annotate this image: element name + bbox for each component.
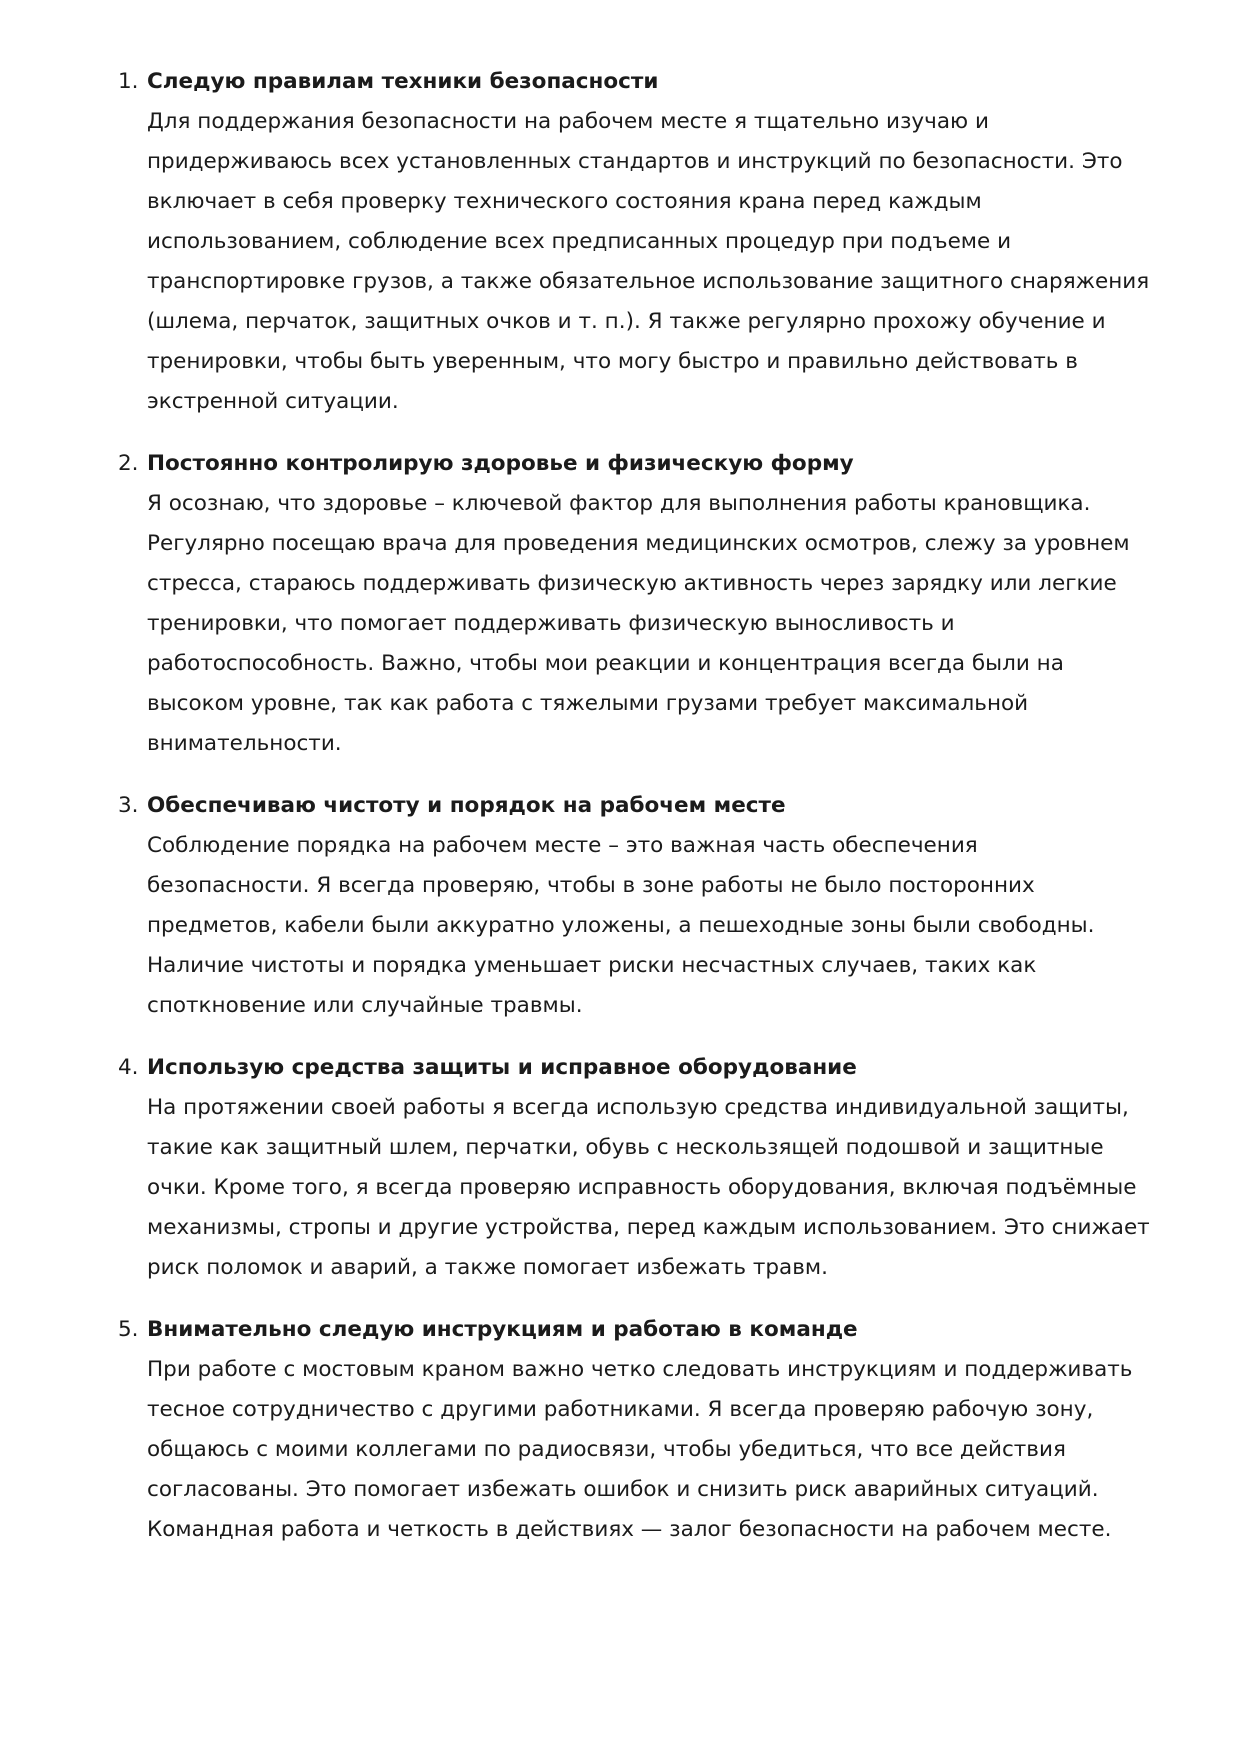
body-line: включает в себя проверку технического состояния крана перед каждым bbox=[147, 189, 982, 214]
item-body bbox=[147, 484, 1168, 764]
body-line: согласованы. Это помогает избежать ошибок и снизить риск аварийных ситуаций. bbox=[147, 1477, 1099, 1502]
body-line: Наличие чистоты и порядка уменьшает риски несчастных случаев, таких как bbox=[147, 953, 1037, 978]
body-line: Для поддержания безопасности на рабочем месте я тщательно изучаю и bbox=[147, 109, 989, 134]
body-line: безопасности. Я всегда проверяю, чтобы в зоне работы не было посторонних bbox=[147, 873, 1035, 898]
body-line: работоспособность. Важно, чтобы мои реакции и концентрация всегда были на bbox=[147, 651, 1064, 676]
body-line: общаюсь с моими коллегами по радиосвязи, чтобы убедиться, что все действия bbox=[147, 1437, 1066, 1462]
body-line: внимательности. bbox=[147, 731, 342, 756]
body-line: такие как защитный шлем, перчатки, обувь с нескользящей подошвой и защитные bbox=[147, 1135, 1104, 1160]
item-title: Следую правилам техники безопасности bbox=[147, 69, 659, 94]
body-line: тренировки, что помогает поддерживать физическую выносливость и bbox=[147, 611, 955, 636]
body-line: споткновение или случайные травмы. bbox=[147, 993, 583, 1018]
body-line: предметов, кабели были аккуратно уложены, а пешеходные зоны были свободны. bbox=[147, 913, 1095, 938]
list-item bbox=[118, 444, 1168, 764]
body-line: использованием, соблюдение всех предписанных процедур при подъеме и bbox=[147, 229, 1012, 254]
body-line: высоком уровне, так как работа с тяжелыми грузами требует максимальной bbox=[147, 691, 1029, 716]
body-line: Соблюдение порядка на рабочем месте – это важная часть обеспечения bbox=[147, 833, 978, 858]
item-title: Обеспечиваю чистоту и порядок на рабочем месте bbox=[147, 793, 786, 818]
body-line: тесное сотрудничество с другими работниками. Я всегда проверяю рабочую зону, bbox=[147, 1397, 1094, 1422]
item-body bbox=[147, 102, 1168, 422]
body-line: На протяжении своей работы я всегда использую средства индивидуальной защиты, bbox=[147, 1095, 1129, 1120]
item-title: Использую средства защиты и исправное оборудование bbox=[147, 1055, 857, 1080]
item-body bbox=[147, 826, 1168, 1026]
item-title: Внимательно следую инструкциям и работаю в команде bbox=[147, 1317, 858, 1342]
body-line: очки. Кроме того, я всегда проверяю исправность оборудования, включая подъёмные bbox=[147, 1175, 1137, 1200]
list-item bbox=[118, 786, 1168, 1026]
item-number: 4. bbox=[118, 1055, 139, 1080]
item-title: Постоянно контролирую здоровье и физическую форму bbox=[147, 451, 854, 476]
body-line: транспортировке грузов, а также обязательное использование защитного снаряжения bbox=[147, 269, 1150, 294]
item-number: 1. bbox=[118, 69, 139, 94]
body-line: Командная работа и четкость в действиях — залог безопасности на рабочем месте. bbox=[147, 1517, 1112, 1542]
item-number: 2. bbox=[118, 451, 139, 476]
body-line: При работе с мостовым краном важно четко следовать инструкциям и поддерживать bbox=[147, 1357, 1133, 1382]
item-number: 3. bbox=[118, 793, 139, 818]
body-line: тренировки, чтобы быть уверенным, что могу быстро и правильно действовать в bbox=[147, 349, 1078, 374]
body-line: механизмы, стропы и другие устройства, перед каждым использованием. Это снижает bbox=[147, 1215, 1150, 1240]
body-line: экстренной ситуации. bbox=[147, 389, 399, 414]
numbered-list bbox=[118, 62, 1168, 1572]
body-line: придерживаюсь всех установленных стандартов и инструкций по безопасности. Это bbox=[147, 149, 1123, 174]
list-item bbox=[118, 62, 1168, 422]
body-line: Я осознаю, что здоровье – ключевой фактор для выполнения работы крановщика. bbox=[147, 491, 1091, 516]
list-item bbox=[118, 1310, 1168, 1550]
list-item bbox=[118, 1048, 1168, 1288]
body-line: (шлема, перчаток, защитных очков и т. п.). Я также регулярно прохожу обучение и bbox=[147, 309, 1106, 334]
body-line: стресса, стараюсь поддерживать физическую активность через зарядку или легкие bbox=[147, 571, 1117, 596]
body-line: Регулярно посещаю врача для проведения медицинских осмотров, слежу за уровнем bbox=[147, 531, 1130, 556]
item-number: 5. bbox=[118, 1317, 139, 1342]
body-line: риск поломок и аварий, а также помогает избежать травм. bbox=[147, 1255, 828, 1280]
item-body bbox=[147, 1350, 1168, 1550]
item-body bbox=[147, 1088, 1168, 1288]
